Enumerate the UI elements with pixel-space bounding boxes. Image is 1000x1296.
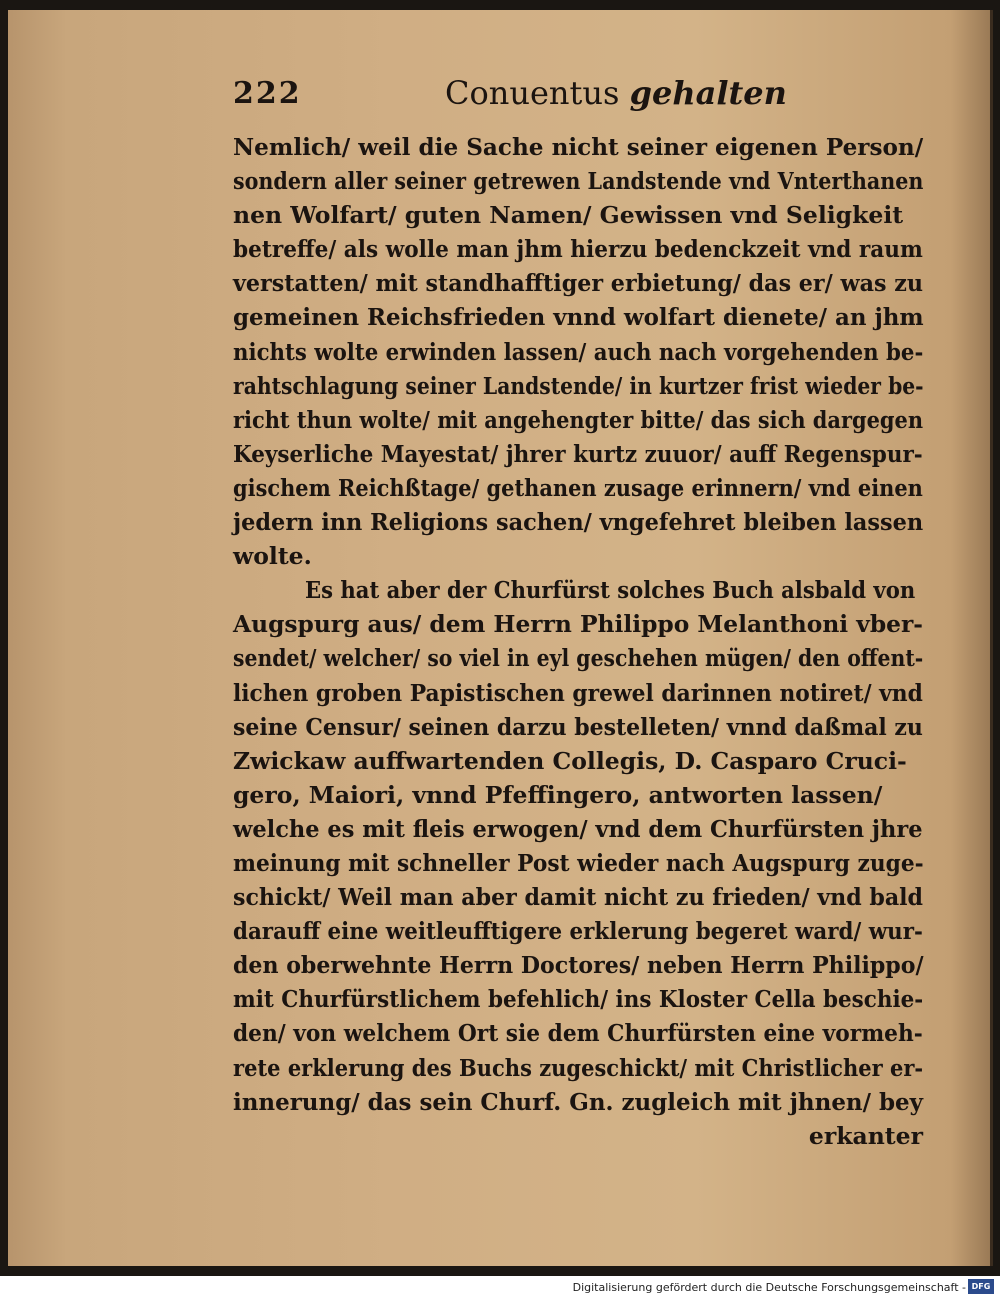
text-line: mit Churfürstlichem befehlich/ ins Kloster Cella beschie- — [233, 985, 924, 1014]
text-line: nichts wolte erwinden lassen/ auch nach vorgehenden be- — [233, 337, 924, 366]
text-line: rete erklerung des Buchs zugeschickt/ mit Christlicher er- — [233, 1053, 924, 1082]
text-line: gemeinen Reichsfrieden vnnd wolfart dienete/ an jhm — [233, 303, 924, 332]
text-line: betreffe/ als wolle man jhm hierzu bedenckzeit vnd raum — [233, 235, 923, 264]
running-title — [445, 74, 787, 112]
text-line: jedern inn Religions sachen/ vngefehret bleiben lassen — [233, 508, 924, 537]
text-line: Augspurg aus/ dem Herrn Philippo Melanthoni vber- — [233, 610, 923, 639]
text-line: den oberwehnte Herrn Doctores/ neben Herrn Philippo/ — [233, 951, 924, 980]
running-title-latin: Conuentus — [445, 74, 620, 112]
text-line: rahtschlagung seiner Landstende/ in kurtzer frist wieder be- — [233, 371, 924, 400]
text-line: Keyserliche Mayestat/ jhrer kurtz zuuor/ auff Regenspur- — [233, 439, 923, 468]
text-line: richt thun wolte/ mit angehengter bitte/ das sich dargegen — [233, 405, 924, 434]
text-line: meinung mit schneller Post wieder nach Augspurg zuge- — [233, 848, 924, 877]
text-line: verstatten/ mit standhafftiger erbietung/ das er/ was zu — [233, 269, 923, 298]
text-line: nen Wolfart/ guten Namen/ Gewissen vnd Seligkeit — [233, 201, 904, 230]
text-line: sendet/ welcher/ so viel in eyl geschehen mügen/ den offent- — [233, 644, 924, 673]
page-number: 222 — [233, 76, 302, 111]
text-line: darauff eine weitleufftigere erklerung begeret ward/ wur- — [233, 917, 923, 946]
text-line: gischem Reichßtage/ gethanen zusage erinnern/ vnd einen — [233, 473, 923, 502]
catchword: erkanter — [808, 1121, 923, 1150]
dfg-logo: DFG — [968, 1279, 994, 1294]
text-line: wolte. — [233, 542, 312, 571]
text-line: Zwickaw auffwartenden Collegis, D. Casparo Cruci- — [233, 746, 907, 775]
text-line: schickt/ Weil man aber damit nicht zu frieden/ vnd bald — [233, 883, 924, 912]
book-page — [8, 10, 993, 1266]
page-content — [233, 72, 923, 1153]
text-line: sondern aller seiner getrewen Landstende vnd Vnterthanen — [233, 167, 924, 196]
text-line: seine Censur/ seinen darzu bestelleten/ vnnd daßmal zu — [233, 712, 923, 741]
body-text — [233, 130, 923, 1153]
text-line: den/ von welchem Ort sie dem Churfürsten eine vormeh- — [233, 1019, 923, 1048]
text-line: Nemlich/ weil die Sache nicht seiner eigenen Person/ — [233, 133, 924, 161]
text-line: innerung/ das sein Churf. Gn. zugleich mit jhnen/ bey — [233, 1087, 924, 1116]
page-header — [233, 72, 923, 130]
digitization-credit: Digitalisierung gefördert durch die Deutsche Forschungsgemeinschaft - — [572, 1281, 966, 1294]
text-line: lichen groben Papistischen grewel darinnen notiret/ vnd — [233, 678, 923, 707]
text-line: welche es mit fleis erwogen/ vnd dem Churfürsten jhre — [233, 814, 923, 843]
text-line: gero, Maiori, vnnd Pfeffingero, antworten lassen/ — [233, 780, 883, 809]
running-title-fraktur: gehalten — [629, 74, 787, 112]
paragraph-first-line: Es hat aber der Churfürst solches Buch alsbald von — [305, 576, 916, 605]
